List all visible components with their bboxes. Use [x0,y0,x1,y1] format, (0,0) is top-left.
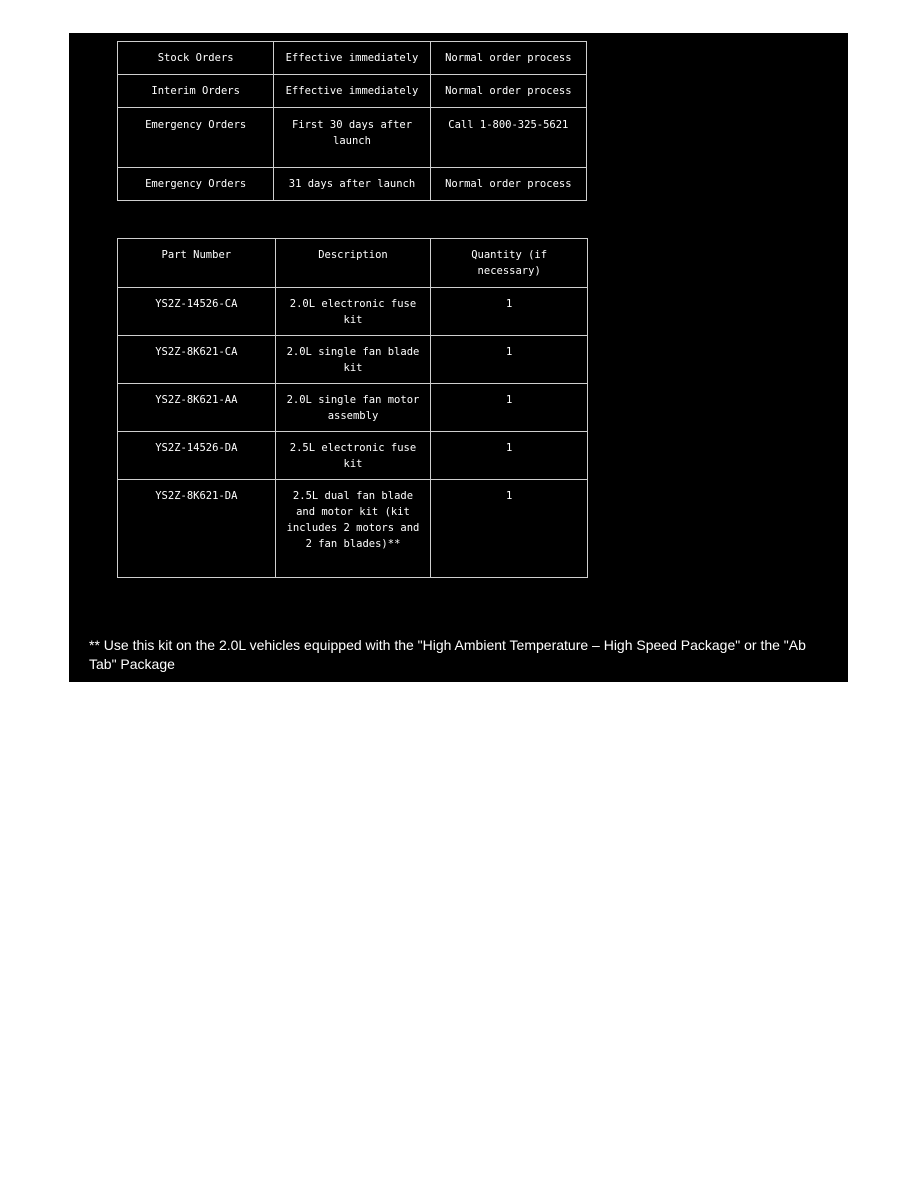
timing-cell: Effective immediately [274,42,430,75]
table-row [118,480,588,578]
quantity-header: Quantity (if necessary) [431,239,588,288]
table-row [118,432,588,480]
footnote: ** Use this kit on the 2.0L vehicles equipped with the "High Ambient Temperature – High Speed Package" or the "Ab Tab" Package [89,637,806,672]
order-type-cell: Emergency Orders [118,108,274,168]
quantity-cell: 1 [431,480,588,578]
order-type-cell: Emergency Orders [118,168,274,201]
quantity-cell: 1 [431,384,588,432]
description-cell: 2.0L electronic fuse kit [275,288,431,336]
part-number-header: Part Number [118,239,276,288]
quantity-cell: 1 [431,432,588,480]
part-number-cell: YS2Z-8K621-CA [118,336,276,384]
description-header: Description [275,239,431,288]
process-cell: Normal order process [430,75,586,108]
table-row [118,75,587,108]
table-row [118,168,587,201]
quantity-cell: 1 [431,336,588,384]
description-cell: 2.5L dual fan blade and motor kit (kit includes 2 motors and 2 fan blades)** [275,480,431,578]
part-number-cell: YS2Z-8K621-DA [118,480,276,578]
document-panel [69,33,848,682]
part-number-cell: YS2Z-14526-CA [118,288,276,336]
table-row [118,108,587,168]
part-number-cell: YS2Z-8K621-AA [118,384,276,432]
quantity-cell: 1 [431,288,588,336]
order-type-cell: Interim Orders [118,75,274,108]
table-row [118,384,588,432]
table-row [118,288,588,336]
process-cell: Normal order process [430,168,586,201]
table-header-row [118,239,588,288]
description-cell: 2.5L electronic fuse kit [275,432,431,480]
order-type-cell: Stock Orders [118,42,274,75]
timing-cell: First 30 days after launch [274,108,430,168]
table-row [118,336,588,384]
table-row [118,42,587,75]
timing-cell: Effective immediately [274,75,430,108]
part-number-cell: YS2Z-14526-DA [118,432,276,480]
order-timing-table [117,41,587,201]
process-cell: Normal order process [430,42,586,75]
description-cell: 2.0L single fan motor assembly [275,384,431,432]
timing-cell: 31 days after launch [274,168,430,201]
description-cell: 2.0L single fan blade kit [275,336,431,384]
parts-table [117,238,588,578]
process-cell: Call 1-800-325-5621 [430,108,586,168]
